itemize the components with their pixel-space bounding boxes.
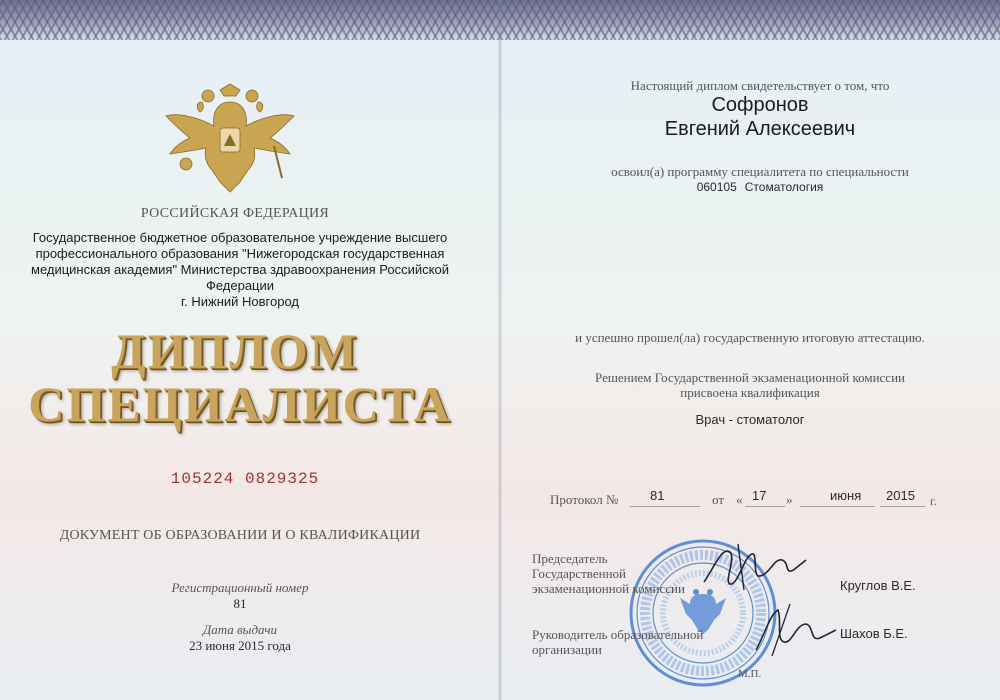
program-statement: освоил(а) программу специалитета по специальности	[611, 164, 909, 179]
diploma-title-line2: СПЕЦИАЛИСТА	[28, 376, 452, 432]
quote-open: «	[736, 492, 743, 507]
protocol-label: Протокол №	[550, 492, 619, 507]
protocol-number-underline	[630, 506, 700, 507]
holder-given-names: Евгений Алексеевич	[664, 118, 856, 140]
chair-title-line1: Председатель	[532, 551, 608, 566]
specialty-name: Стоматология	[744, 180, 824, 194]
protocol-day: 17	[752, 488, 767, 503]
institution-city: г. Нижний Новгород	[180, 294, 299, 309]
seal-mark: М.П.	[738, 668, 762, 680]
specialty-code: 060105	[696, 180, 737, 194]
registration-label: Регистрационный номер	[171, 580, 309, 595]
center-fold	[498, 0, 502, 700]
protocol-month-underline	[800, 506, 875, 507]
specialty	[540, 180, 980, 194]
institution-name: Государственное бюджетное образовательное учреждение высшего профессионального образования "Нижегородская государственная медицинская академия" Министерства здравоохранения Российской Федерации	[31, 230, 449, 293]
protocol-number: 81	[650, 488, 665, 503]
registration-number: 81	[233, 596, 247, 611]
protocol-day-underline	[745, 506, 785, 507]
chair-signature-icon	[700, 538, 810, 598]
head-title-line1: Руководитель образовательной	[532, 627, 704, 642]
chair-title-line2: Государственной	[532, 566, 627, 581]
attestation-statement: и успешно прошел(ла) государственную итоговую аттестацию.	[575, 330, 925, 345]
quote-close: »	[786, 492, 793, 507]
protocol-year-underline	[880, 506, 925, 507]
issue-date-label: Дата выдачи	[202, 622, 278, 637]
protocol-year: 2015	[886, 488, 915, 503]
chair-name: Круглов В.Е.	[840, 578, 916, 593]
certification-intro: Настоящий диплом свидетельствует о том, что	[630, 78, 890, 93]
institution-block	[20, 230, 460, 310]
head-name: Шахов Б.Е.	[840, 626, 908, 641]
head-title-line2: организации	[532, 642, 602, 657]
protocol-month: июня	[830, 488, 862, 503]
commission-decision-line1: Решением Государственной экзаменационной комиссии	[595, 370, 905, 385]
qualification: Врач - стоматолог	[695, 412, 805, 427]
head-signature-icon	[750, 600, 840, 660]
year-suffix: г.	[930, 494, 937, 508]
country-name: РОССИЙСКАЯ ФЕДЕРАЦИЯ	[140, 206, 330, 221]
protocol-from-label: от	[712, 492, 725, 507]
diploma-title-line1: ДИПЛОМ	[111, 323, 359, 379]
double-headed-eagle-emblem-icon	[160, 82, 300, 200]
issue-date: 23 июня 2015 года	[189, 638, 291, 653]
chair-title-line3: экзаменационной комиссии	[532, 581, 685, 596]
serial-number: 105224 0829325	[170, 470, 320, 488]
holder-surname: Софронов	[711, 94, 809, 116]
commission-decision-line2: присвоена квалификация	[680, 385, 820, 400]
document-type: ДОКУМЕНТ ОБ ОБРАЗОВАНИИ И О КВАЛИФИКАЦИИ	[59, 528, 421, 543]
